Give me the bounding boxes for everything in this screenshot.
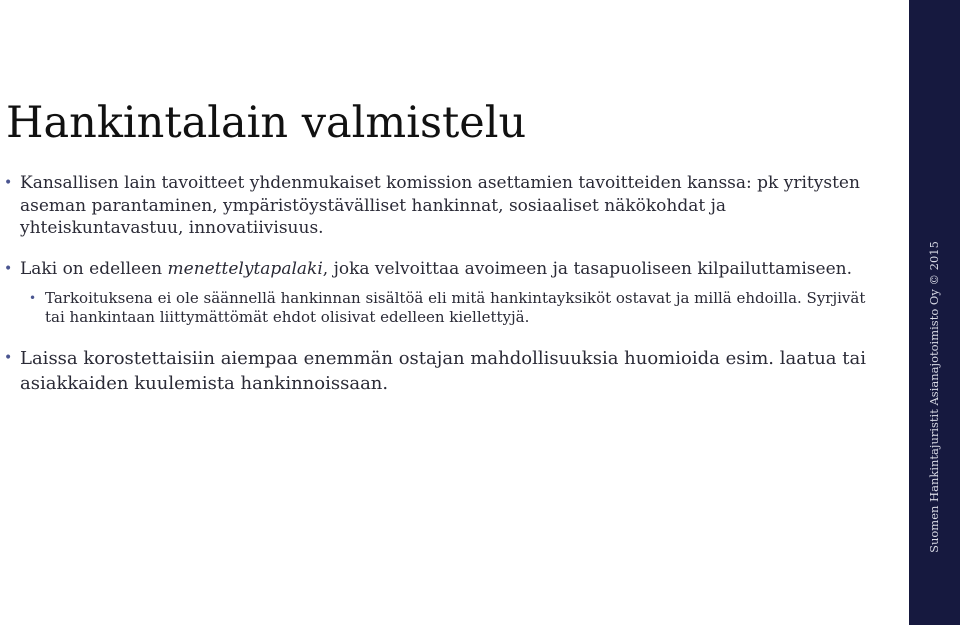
bullet-text-before: Laki on edelleen xyxy=(20,258,168,279)
sub-bullet-text: Tarkoituksena ei ole säännellä hankinnan sisältöä eli mitä hankintayksiköt ostavat ja millä ehdoilla. Syrjivät tai hankintaan liittymättömät ehdot olisivat edelleen kiellettyjä. xyxy=(45,289,866,326)
bullet-text-after: , joka velvoittaa avoimeen ja tasapuoliseen kilpailuttamiseen. xyxy=(322,258,852,279)
sub-bullet-item xyxy=(0,289,880,326)
bullet-text: Kansallisen lain tavoitteet yhdenmukaiset komission asettamien tavoitteiden kanssa: pk yritysten aseman parantaminen, ympäristöystävälliset hankinnat, sosiaaliset näkökohdat ja yhteiskuntavastuu, innovatiivisuus. xyxy=(20,173,860,238)
sidebar-band xyxy=(909,0,960,625)
bullet-dot-icon: • xyxy=(4,350,13,366)
bullet-text: Laissa korostettaisiin aiempaa enemmän ostajan mahdollisuuksia huomioida esim. laatua tai asiakkaiden kuulemista hankinnoissaan. xyxy=(20,348,866,394)
bullet-item xyxy=(0,258,880,281)
bullet-dot-icon: • xyxy=(4,175,13,191)
bullet-dot-icon: • xyxy=(29,291,37,305)
slide-title: Hankintalain valmistelu xyxy=(6,98,527,148)
bullet-item xyxy=(0,346,880,396)
copyright-text: Suomen Hankintajuristit Asianajotoimisto Oy © 2015 xyxy=(927,241,941,553)
bullet-text-italic: menettelytapalaki xyxy=(167,258,323,279)
bullet-dot-icon: • xyxy=(4,260,13,277)
bullet-item xyxy=(0,172,880,240)
bullet-list xyxy=(0,172,880,414)
